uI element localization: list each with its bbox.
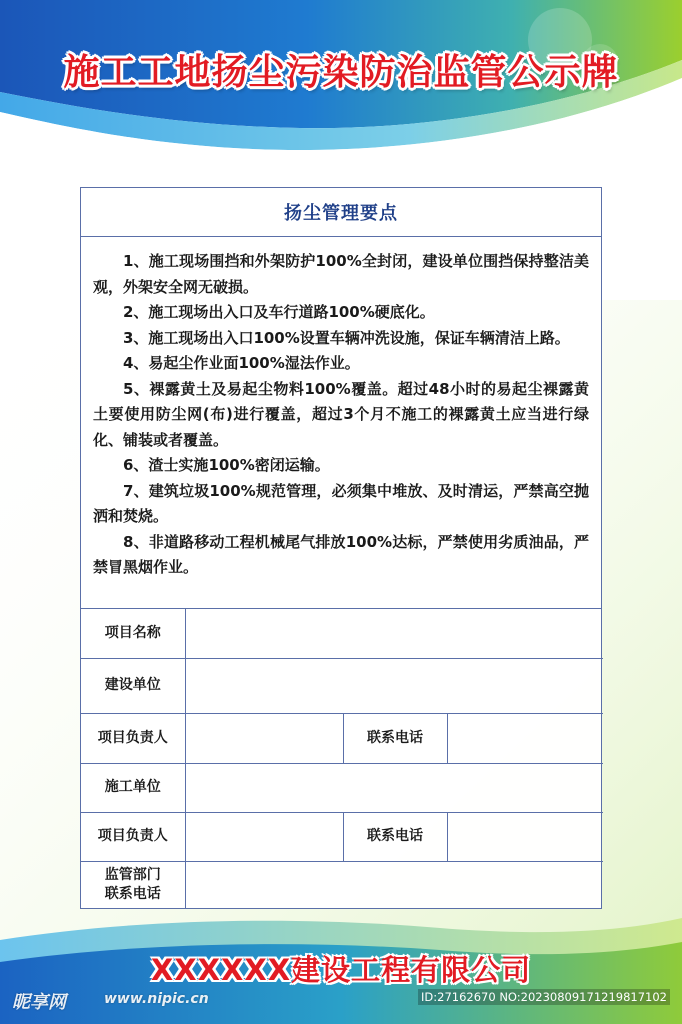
project-name-field[interactable] bbox=[185, 609, 603, 658]
contractor-manager-label: 项目负责人 bbox=[81, 812, 185, 861]
contractor-manager-field[interactable] bbox=[185, 812, 343, 861]
supervisor-label-line1: 监管部门 bbox=[104, 867, 161, 884]
project-info-table bbox=[81, 609, 603, 909]
contractor-phone-field[interactable] bbox=[447, 812, 603, 861]
point-6: 6、渣士实施100%密闭运输。 bbox=[123, 456, 330, 474]
project-name-label: 项目名称 bbox=[81, 609, 185, 658]
point-4: 4、易起尘作业面100%湿法作业。 bbox=[123, 354, 360, 372]
builder-phone-label: 联系电话 bbox=[343, 713, 447, 763]
builder-label: 建设单位 bbox=[81, 658, 185, 713]
supervisor-label bbox=[81, 861, 185, 909]
page-title: 施工工地扬尘污染防治监管公示牌 bbox=[63, 52, 619, 93]
table-row bbox=[81, 763, 603, 812]
point-7: 7、建筑垃圾100%规范管理，必须集中堆放、及时清运，严禁高空抛洒和焚烧。 bbox=[93, 481, 589, 525]
notice-board bbox=[80, 187, 602, 909]
watermark-id: ID:27162670 NO:20230809171219817102 bbox=[418, 989, 670, 1005]
supervisor-field[interactable] bbox=[185, 861, 603, 909]
builder-phone-field[interactable] bbox=[447, 713, 603, 763]
point-5: 5、裸露黄土及易起尘物料100%覆盖。超过48小时的易起尘裸露黄土要使用防尘网(布)进行覆盖，超过3个月不施工的裸露黄土应当进行绿化、铺装或者覆盖。 bbox=[93, 379, 589, 449]
point-2: 2、施工现场出入口及车行道路100%硬底化。 bbox=[123, 303, 435, 321]
table-row bbox=[81, 812, 603, 861]
point-1: 1、施工现场围挡和外架防护100%全封闭，建设单位围挡保持整洁美观，外架安全网无破损。 bbox=[93, 252, 589, 296]
builder-field[interactable] bbox=[185, 658, 603, 713]
table-row bbox=[81, 658, 603, 713]
watermark-logo: 昵享网 bbox=[12, 992, 66, 1013]
point-8: 8、非道路移动工程机械尾气排放100%达标，严禁使用劣质油品，严禁冒黑烟作业。 bbox=[93, 532, 589, 576]
contractor-label: 施工单位 bbox=[81, 763, 185, 812]
contractor-phone-label: 联系电话 bbox=[343, 812, 447, 861]
table-row bbox=[81, 609, 603, 658]
builder-manager-field[interactable] bbox=[185, 713, 343, 763]
builder-manager-label: 项目负责人 bbox=[81, 713, 185, 763]
point-3: 3、施工现场出入口100%设置车辆冲洗设施，保证车辆清洁上路。 bbox=[123, 328, 570, 347]
contractor-field[interactable] bbox=[185, 763, 603, 812]
management-points bbox=[81, 237, 601, 609]
table-row bbox=[81, 861, 603, 909]
board-heading: 扬尘管理要点 bbox=[81, 188, 601, 237]
company-name: XXXXXX建设工程有限公司 bbox=[150, 953, 532, 987]
watermark-url: www.nipic.cn bbox=[104, 991, 209, 1007]
table-row bbox=[81, 713, 603, 763]
supervisor-label-line2: 联系电话 bbox=[104, 886, 161, 903]
